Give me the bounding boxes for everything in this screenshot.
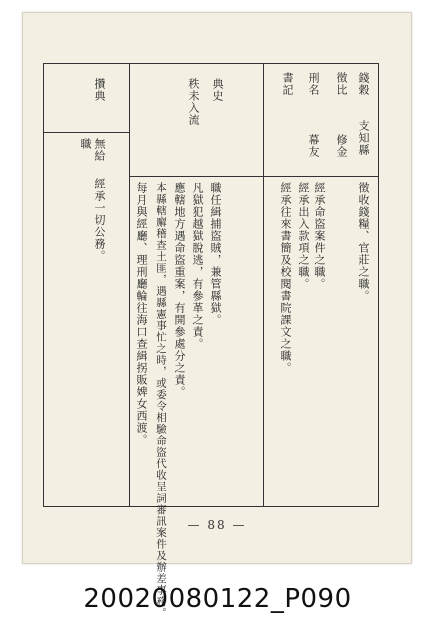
header-wuji-suffix: 職 <box>79 138 92 150</box>
divider-left <box>129 64 130 506</box>
duty-mid-d: 本縣轄廨稽查土匪，遇縣憲事忙之時，或委令相驗命盜代收呈詞審訊案件及辦差事務。 <box>155 182 167 619</box>
duty-shuji: 經承往來書簡及校閱書院課文之職。 <box>279 182 292 374</box>
header-zhengbi: 徵比 <box>335 72 348 96</box>
duty-qiangu: 徵收錢糧、官莊之職。 <box>357 182 370 302</box>
header-xingming: 刑名 <box>307 72 320 96</box>
header-dianshi: 典史 <box>211 78 224 102</box>
duty-mid-e: 每月與經廳、理刑廳輪往海口查緝拐販婢女西渡。 <box>135 182 148 446</box>
header-rule-mid <box>129 176 263 177</box>
subheader-zhixian: 支知縣 <box>357 120 370 156</box>
duty-mid-b: 凡獄犯越獄脫逃，有參革之責。 <box>191 182 204 350</box>
duty-xingming: 經承命盜案件之職。 <box>313 182 326 290</box>
header-zhiwei: 秩未入流 <box>187 78 200 126</box>
header-qiangu: 錢穀 <box>357 72 370 96</box>
header-rule-right <box>263 176 378 177</box>
page-number: — 88 — <box>187 518 247 532</box>
header-wuji: 無給 <box>93 138 106 162</box>
duty-kuanxiang: 經承出入款項之職。 <box>297 182 310 290</box>
image-caption: 20020080122_P090 <box>83 584 352 614</box>
header-rule-left <box>44 132 129 133</box>
duty-mid-c: 應轄地方遇命盜重案，有開參處分之責。 <box>173 182 186 398</box>
duty-mid-a: 職任緝捕盜賊，兼管縣獄。 <box>209 182 222 326</box>
divider-right <box>263 64 264 506</box>
subheader-muyou: 幕友 <box>307 134 320 158</box>
duty-left-a: 經承一切公務。 <box>93 178 106 262</box>
subheader-xiujin: 修金 <box>335 134 348 158</box>
header-zandian: 攢典 <box>93 78 106 102</box>
header-shuji: 書記 <box>281 72 294 96</box>
